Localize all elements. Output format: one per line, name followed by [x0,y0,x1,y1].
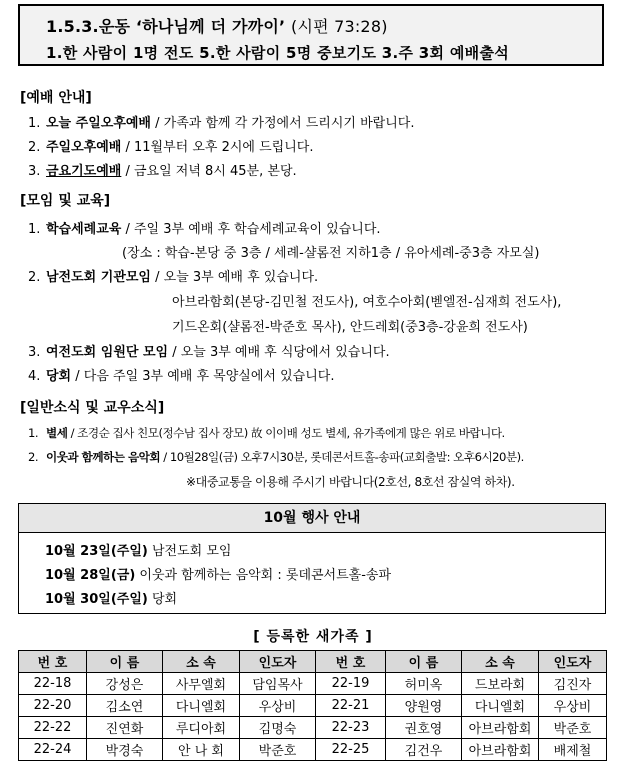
meeting-section-title: [모임 및 교육] [20,193,111,209]
registration-table [18,650,607,761]
table-row [19,695,607,717]
header-cell: 번 호 [316,651,386,673]
table-cell: 강성은 [87,673,163,695]
table-cell: 22-24 [19,739,87,761]
events-title: 10월 행사 안내 [18,503,606,533]
worship-item-3: 3. 금요기도예배 / 금요일 저녁 8시 45분, 본당. [28,164,297,179]
header-cell: 소 속 [462,651,539,673]
header-title-ref: (시편 73:28) [291,17,388,36]
table-cell: 22-18 [19,673,87,695]
worship-item-2: 2. 주일오후예배 / 11월부터 오후 2시에 드립니다. [28,140,314,155]
table-cell: 22-22 [19,717,87,739]
meeting-item-1: 1. 학습세례교육 / 주일 3부 예배 후 학습세례교육이 있습니다. [28,222,381,237]
table-cell: 김명숙 [240,717,316,739]
table-cell: 22-25 [316,739,386,761]
header-title-text: 1.5.3.운동 ‘하나님께 더 가까이’ [46,17,286,36]
meeting-item-2: 2. 남전도회 기관모임 / 오늘 3부 예배 후 있습니다. [28,270,319,285]
meeting-item-3: 3. 여전도회 임원단 모임 / 오늘 3부 예배 후 식당에서 있습니다. [28,345,390,360]
meeting-item-2-detail-1: 아브라함회(본당-김민철 전도사), 여호수아회(벧엘전-심재희 전도사), [172,295,562,310]
header-cell: 소 속 [163,651,240,673]
table-header-row [19,651,607,673]
news-item-2: 2. 이웃과 함께하는 음악회 / 10월28일(금) 오후7시30분, 롯데콘서트홀-송파(교회출발: 오후6시20분). [28,450,524,464]
table-row [19,717,607,739]
header-cell: 인도자 [240,651,316,673]
registration-title: [ 등록한 새가족 ] [253,629,373,645]
table-cell: 우상비 [240,695,316,717]
meeting-item-2-detail-2: 기드온회(샬롬전-박준호 목사), 안드레회(중3층-강윤희 전도사) [172,320,528,335]
table-cell: 담임목사 [240,673,316,695]
meeting-item-1-detail: (장소 : 학습-본당 중 3층 / 세례-샬롬전 지하1층 / 유아세례-중3층 자모실) [122,246,540,261]
worship-section-title: [예배 안내] [20,90,92,106]
table-cell: 진연화 [87,717,163,739]
table-cell: 사무엘회 [163,673,240,695]
event-item-2: 10월 28일(금) 이웃과 함께하는 음악회 : 롯데콘서트홀-송파 [45,568,392,583]
event-item-1: 10월 23일(주일) 남전도회 모임 [45,544,232,559]
table-cell: 우상비 [539,695,607,717]
meeting-item-4: 4. 당회 / 다음 주일 3부 예배 후 목양실에서 있습니다. [28,369,335,384]
event-item-3: 10월 30일(주일) 당회 [45,592,178,607]
table-row [19,673,607,695]
table-cell: 배제철 [539,739,607,761]
table-cell: 안 나 회 [163,739,240,761]
table-cell: 루디아회 [163,717,240,739]
table-cell: 22-23 [316,717,386,739]
worship-item-1: 1. 오늘 주일오후예배 / 가족과 함께 각 가정에서 드리시기 바랍니다. [28,116,415,131]
header-box [18,4,604,66]
header-cell: 인도자 [539,651,607,673]
table-cell: 다니엘회 [163,695,240,717]
table-cell: 김진자 [539,673,607,695]
table-cell: 권호영 [386,717,462,739]
table-cell: 박준호 [240,739,316,761]
header-cell: 이 름 [87,651,163,673]
table-cell: 김건우 [386,739,462,761]
header-subtitle: 1.한 사람이 1명 전도 5.한 사람이 5명 중보기도 3.주 3회 예배출석 [46,44,510,62]
news-item-2-note: ※대중교통을 이용해 주시기 바랍니다(2호선, 8호선 잠실역 하차). [186,475,515,489]
table-cell: 박경숙 [87,739,163,761]
header-cell: 이 름 [386,651,462,673]
table-cell: 드보라회 [462,673,539,695]
table-cell: 박준호 [539,717,607,739]
table-cell: 김소연 [87,695,163,717]
table-cell: 아브라함회 [462,717,539,739]
table-cell: 다니엘회 [462,695,539,717]
table-cell: 22-20 [19,695,87,717]
news-item-1: 1. 별세 / 조경순 집사 친모(정수남 집사 장모) 故 이이배 성도 별세, 유가족에게 많은 위로 바랍니다. [28,426,505,440]
table-cell: 22-21 [316,695,386,717]
events-box [18,532,606,614]
table-row [19,739,607,761]
news-section-title: [일반소식 및 교우소식] [20,400,165,416]
table-cell: 아브라함회 [462,739,539,761]
header-title [46,14,388,37]
table-cell: 허미옥 [386,673,462,695]
table-cell: 양원영 [386,695,462,717]
header-cell: 번 호 [19,651,87,673]
table-cell: 22-19 [316,673,386,695]
